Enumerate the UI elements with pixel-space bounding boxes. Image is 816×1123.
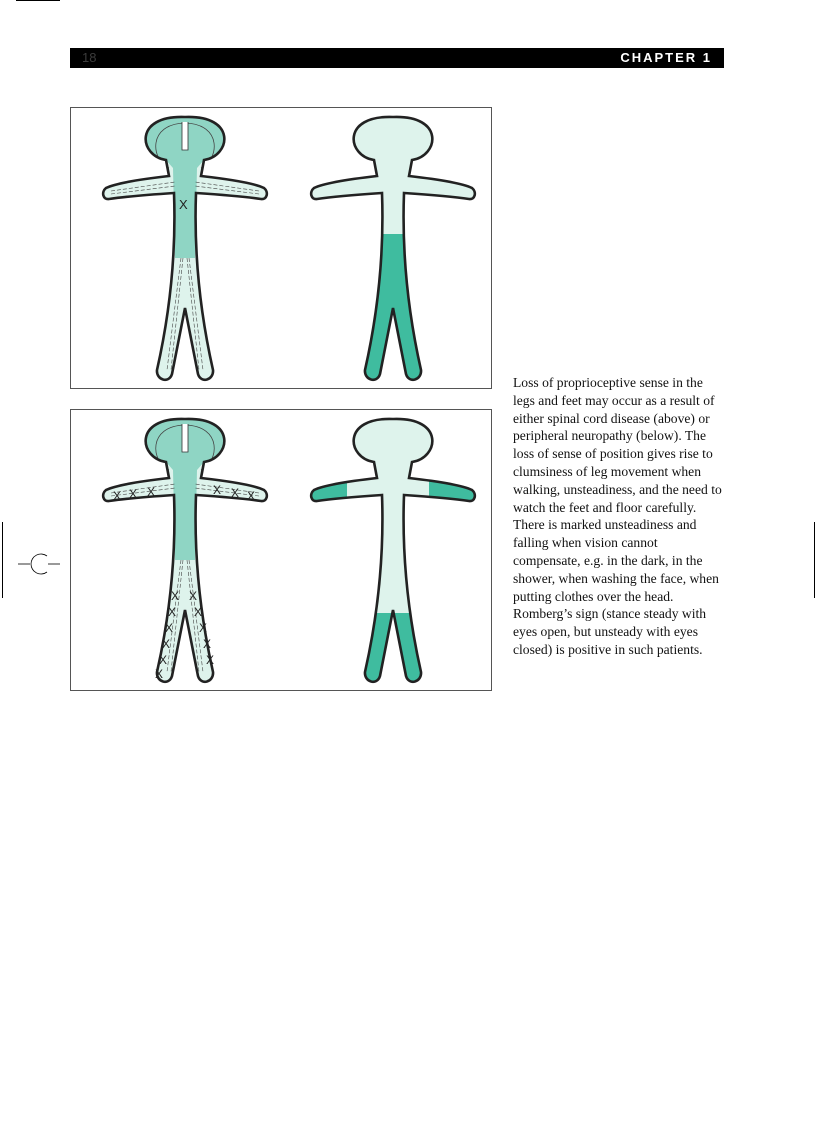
lesion-marker-cord: X (179, 197, 188, 212)
svg-text:X: X (113, 489, 122, 503)
svg-text:X: X (203, 637, 212, 651)
svg-text:X: X (171, 589, 180, 603)
svg-text:X: X (162, 637, 171, 651)
figure-peripheral-neuropathy (70, 409, 492, 691)
page-number: 18 (82, 50, 97, 65)
crop-mark-left (2, 522, 3, 598)
figure-bottom-right-sensory-loss (301, 419, 479, 692)
svg-text:X: X (231, 486, 240, 500)
crop-mark-top (16, 0, 60, 1)
svg-text:X: X (147, 485, 156, 499)
svg-text:X: X (247, 489, 256, 503)
svg-text:X: X (155, 667, 164, 681)
running-header (70, 48, 724, 68)
svg-text:X: X (199, 621, 208, 635)
crop-mark-right (814, 522, 815, 598)
svg-text:X: X (194, 605, 203, 619)
figure-top-right-sensory-loss (311, 117, 475, 388)
svg-text:X: X (206, 653, 215, 667)
figure-spinal-cord-disease (70, 107, 492, 389)
figure-top-left-body (103, 117, 267, 380)
svg-text:X: X (129, 487, 138, 501)
svg-text:X: X (189, 589, 198, 603)
figure-caption: Loss of proprioceptive sense in the legs and feet may occur as a result of either spinal cord disease (above) or peripheral neuropathy (below). The loss of sense of position gives rise to clumsiness of leg movement when walking, unsteadiness, and the need to watch the feet and floor carefully. There is marked unsteadiness and falling when vision cannot compensate, e.g. in the dark, in the shower, when washing the face, when putting clothes over the head. Romberg’s sign (stance steady with eyes open, but unsteady with eyes closed) is positive in such patients. (513, 375, 722, 657)
figure-bottom-left-body (103, 419, 267, 682)
svg-text:X: X (165, 621, 174, 635)
svg-text:X: X (159, 653, 168, 667)
registration-mark-icon (18, 550, 60, 578)
chapter-label: CHAPTER 1 (620, 50, 712, 65)
svg-text:X: X (168, 605, 177, 619)
svg-text:X: X (213, 483, 222, 497)
